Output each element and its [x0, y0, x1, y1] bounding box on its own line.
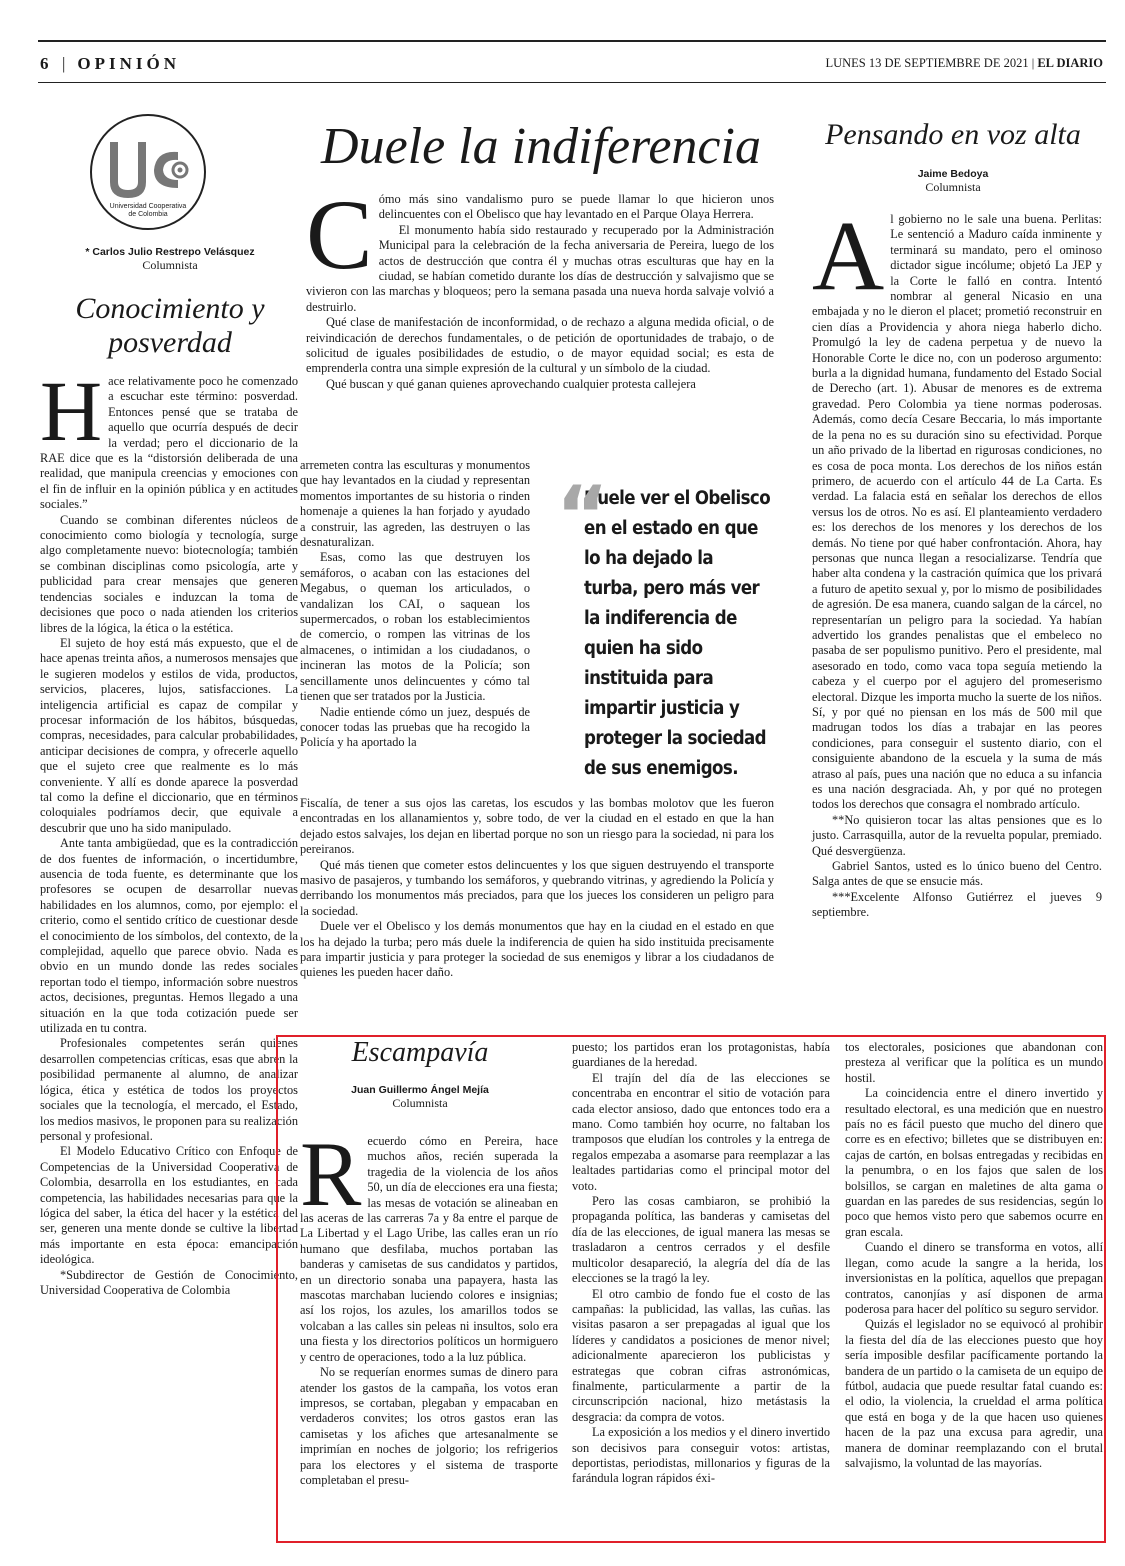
center-article-body-bottom — [300, 796, 774, 981]
left-author-role: Columnista — [142, 258, 198, 272]
left-paragraph: El Modelo Educativo Crítico con Enfoque de Competencias de la Universidad Cooperativa de Colombia, desarrolla en los estudiantes, en cada competencia, las habilidades necesarias para que la lógica del saber, la ética del hacer y la estética del ser, generen una mente donde se cultive la libertad más importante en esta época: emancipación ideológica. — [40, 1144, 298, 1267]
right-paragraph: Gabriel Santos, usted es lo único bueno del Centro. Salga antes de que se ensucie más. — [812, 859, 1102, 889]
university-logo-icon — [88, 112, 208, 232]
section-label: OPINIÓN — [77, 54, 181, 73]
right-paragraph: ***Excelente Alfonso Gutiérrez el jueves 9 septiembre. — [812, 889, 1102, 920]
box-paragraph: La exposición a los medios y el dinero invertido son decisivos para conseguir votos: artistas, deportistas, periodistas, millonarios y figuras de la farándula logran rápidos éxi- — [572, 1425, 830, 1486]
left-paragraph: Profesionales competentes serán quienes desarrollen competencias críticas, esas que abren la posibilidad permanente al alumno, de analizar lógica, ética y estética de todos los proyectos sociales que la tecnología, el mercado, el Estado, los medios masivos, le proponen para su realización personal y profesional. — [40, 1036, 298, 1143]
left-article-body — [40, 363, 298, 1298]
box-paragraph: El otro cambio de fondo fue el costo de las campañas: la publicidad, las vallas, las cuñas. las visitas pasaron a ser prepagadas al igual que los líderes y candidatos a posiciones de menor nivel; adicionalmente aparecieron los publicistas y estrategas que cobran cifras astronómicas, finalmente, particularmente a partir de la circunscripción nacional, hizo metástasis la desgracia: da compra de votos. — [572, 1286, 830, 1424]
logo-line2: de Colombia — [128, 211, 168, 218]
center-paragraph: Qué más tienen que cometer estos delincuentes y los que siguen destruyendo el transporte masivo de pasajeros, y tumbando los semáforos, y quebrando vitrinas, y agrediendo la Policía y derribando los monumentos más preciados, para que los jueces los consideren un peligro para la sociedad. — [300, 857, 774, 918]
right-byline — [800, 168, 1106, 195]
right-paragraph: l gobierno no le sale una buena. Perlitas: Le sentenció a Maduro caída inminente y terminará su mandato, pero el ominoso dictador sigue incólume; objetó La JEP y la Corte le falló en contra. Intentó nombrar al general Nicasio en una embajada y no le dieron el placet; prometió reconstruir en cien días a Providencia y ahora niega haberlo dicho. Promulgó la ley de cadena perpetua y de nuevo la Honorable Corte le dice no, con un poderoso argumento: burla a la dignidad humana, fundamento del Estado Social de Derecho (art. 1). Abusar de menores es de extrema gravedad. Pero Colombia ya tiene normas poderosas. Además, como decía Cesare Beccaria, lo más importante de la pena no es su duración sino su efectividad. Porque un año privado de la libertad en rigurosas condiciones, no es cosa de poca monta. Los derechos de los niños están primero, de acuerdo con el artículo 44 de La Carta. Es verdad. La falacia está en señalar los derechos de ellos versus los de otros. No es así. El planteamiento verdadero es: los derechos de los menores y los derechos de los demás. No tiene por qué haber confrontación. Ahora, hay personas que nunca llegan a resocializarse. Tendría que haber alta condena y la castración química que los privará a futuro de apetito sexual y, por lo mismo de posibilidades de agresión. De esa manera, cuando salgan de la cárcel, no representarían un peligro para la sociedad. Ya habían advertido los grandes penalistas que el embeleco no pasaba de ser populismo punitivo. Pero el presidente, mal asesorado en todo, como vaca topa seguía metiendo la cabeza y el cuerpo por el agujero del promeserismo electoral. Dizque les importa mucho la suerte de los niños. Sí, y por qué no piensan en los más de 500 mil que madrugan todos los días a trabajar en las peores condiciones, para conseguir el sustento diario, con el consiguiente abandono de la escuela y la suma de más atraso al país, pues una nación que no educa a su infancia es una nación desgraciada. Ah, y por qué no protegen todos los derechos que consagra el nombrado artículo. — [812, 212, 1102, 812]
box-column-3 — [845, 1040, 1103, 1471]
right-dropcap: A — [812, 200, 885, 311]
center-article-body-narrow — [300, 458, 530, 751]
center-paragraph: Duele ver el Obelisco y los demás monumentos que hay en la ciudad en el estado en que los ha dejado la turba; pero más duele la indiferencia de quien ha sido instituida precisamente para impartir justicia y para proteger la sociedad de sus enemigos y librar a los ciudadanos de quienes les pueden hacer daño. — [300, 919, 774, 980]
header-bottom-rule — [38, 82, 1106, 83]
pull-quote-text: Duele ver el Obelisco en el estado en que lo ha dejado la turba, pero más ver la indiferencia de quien ha sido instituida para impartir justicia y proteger la sociedad de sus enemigos. — [584, 488, 771, 779]
center-article-body-top — [306, 179, 774, 392]
center-article-title: Duele la indiferencia — [321, 118, 761, 175]
center-paragraph: Nadie entiende cómo un juez, después de conocer todas las pruebas que ha recogido la Policía y ha aportado la — [300, 704, 530, 750]
right-author-role: Columnista — [925, 180, 981, 194]
header-top-rule — [38, 40, 1106, 42]
section-name: | OPINIÓN — [62, 54, 181, 73]
box-article-title: Escampavía — [351, 1037, 489, 1068]
box-column-2 — [572, 1040, 830, 1487]
box-author: Juan Guillermo Ángel Mejía — [351, 1084, 489, 1096]
box-column-1 — [300, 1123, 558, 1488]
quote-mark-icon: “ — [556, 469, 609, 562]
center-paragraph: Qué buscan y qué ganan quienes aprovechando cualquier protesta callejera — [326, 376, 696, 391]
pull-quote — [556, 469, 772, 784]
left-article-title: Conocimiento y posverdad — [75, 292, 265, 359]
box-dropcap: R — [300, 1123, 362, 1225]
center-paragraph: Fiscalía, de tener a sus ojos las caretas, los escudos y las bombas molotov que les fueron encontradas en los allanamientos y, sobre todo, de ver la ciudad en el estado en que la han dejado estos salvajes, los dejan en libertad porque no son un riesgo para la sociedad, ni para los pereiranos. — [300, 796, 774, 857]
right-article-title: Pensando en voz alta — [825, 118, 1081, 151]
box-author-role: Columnista — [392, 1096, 448, 1110]
box-paragraph: ecuerdo cómo en Pereira, hace muchos años, recién superada la tragedia de la violencia de los años 50, un día de elecciones era una fiesta; las mesas de votación se alineaban en las aceras de las carreras 7a y 8a entre el parque de La Libertad y el Lago Uribe, las calles eran un río humano que desfilaba, muchos portaban las banderas y camisetas de sus candidatos y partidos, en un directorio sonaba una papayera, hasta las mascotas marchaban luciendo colores e insignias; así los rojos, los azules, los amarillos todos se volcaban a las calles sin peleas ni insultos, solo era una fiesta y los directorios políticos un hormiguero y centro de operaciones, todo a la luz pública. — [300, 1134, 558, 1364]
university-logo — [88, 112, 208, 232]
right-author: Jaime Bedoya — [917, 168, 989, 180]
right-paragraph: **No quisieron tocar las altas pensiones que es lo justo. Carrasquilla, autor de la revuelta popular, premiado. Qué desvergüenza. — [812, 812, 1102, 858]
center-paragraph: ómo más sino vandalismo puro se puede llamar lo que hicieron unos delincuentes con el Obelisco que hay levantado en el Parque Olaya Herrera. — [378, 192, 774, 222]
left-byline — [40, 246, 300, 273]
left-paragraph: ace relativamente poco he comenzado a escuchar este término: posverdad. Entonces pensé que se trataba de aquello que ocurría después de decir la verdad; pero el diccionario de la RAE dice que es la “distorsión deliberada de una realidad, que manipula creencias y emociones con el fin de influir en la opinión pública y en actitudes sociales.” — [40, 374, 298, 512]
box-paragraph: puesto; los partidos eran los protagonistas, había guardianes de la heredad. — [572, 1040, 830, 1070]
box-paragraph: No se requerían enormes sumas de dinero para atender los gastos de la campaña, los votos eran impresos, se cortaban, plegaban y empacaban en verdaderos convites; los otros gastos eran las camisetas y los afiches que artesanalmente se imprimían en noches de jolgorio; los refrigerios para los electores y el sistema de trasporte completaban el presu- — [300, 1365, 558, 1487]
logo-line1: Universidad Cooperativa — [109, 203, 187, 210]
left-author: * Carlos Julio Restrepo Velásquez — [85, 246, 255, 258]
center-paragraph: arremeten contra las esculturas y monumentos que hay levantados en la ciudad y representan momentos importantes de su historia o rinden homenaje a quienes la han forjado y ayudado a construir, las agreden, las destruyen o las desnaturalizan. — [300, 458, 530, 550]
box-paragraph: Cuando el dinero se transforma en votos, allí llegan, como acude la sangre a la herida, los inversionistas en la política, aquellos que prepagan contratos, canonjías y así disponen de arma poderosa para hacer del político su seguro servidor. — [845, 1240, 1103, 1316]
paper-name: EL DIARIO — [1037, 56, 1103, 70]
box-byline — [300, 1084, 540, 1111]
box-paragraph: Pero las cosas cambiaron, se prohibió la propaganda política, las banderas y camisetas del día de las elecciones, de igual manera las mesas se trasladaron a centros cerrados y el desfile multicolor desapareció, la alegría del día de las elecciones se la tragó la ley. — [572, 1194, 830, 1286]
left-footnote: *Subdirector de Gestión de Conocimiento, Universidad Cooperativa de Colombia — [40, 1267, 298, 1297]
box-paragraph: La coincidencia entre el dinero invertido y resultado electoral, es una medición que en nuestro país no es fácil puesto que mucho del dinero que corre es en efectivo; billetes que se distribuyen en: cajas de cartón, en bolsas entregadas y recibidas en la penumbra, o en los fajos que salen de los bolsillos, se cargan en maletines de alta gama o guardan en las paredes de sus residencias, según lo poco que hemos visto pero que sabemos ocurre en gran escala. — [845, 1086, 1103, 1239]
center-dropcap: C — [306, 179, 373, 290]
dateline: LUNES 13 DE SEPTIEMBRE DE 2021 | EL DIARIO — [825, 56, 1103, 70]
right-article-body — [812, 200, 1102, 921]
box-paragraph: El trajín del día de las elecciones se concentraba en encontrar el sitio de votación para cada elector ansioso, dado que entonces todo era a mano. Como también hoy ocurre, no faltaban los tramposos que eludían los controles y la entrega de regalos empezaba a asomarse para reemplazar a las lealtades partidarias como el principal motor del voto. — [572, 1070, 830, 1193]
left-dropcap: H — [40, 363, 103, 459]
date-text: LUNES 13 DE SEPTIEMBRE DE 2021 — [825, 56, 1029, 70]
left-paragraph: Ante tanta ambigüedad, que es la contradicción de dos fuentes de información, o incertidumbre, ausencia de toda fuente, es determinante que los profesores se ocupen de desarrollar nuevas habilidades en los alumnos, como, por ejemplo: el criterio, como el sentido crítico de cuestionar desde el conocimiento de los símbolos, del contexto, de la complejidad, aquello que parece obvio. Nada es obvio en un mundo donde las redes sociales reportan todo el tiempo, información sobre nuestros actos, decisiones, preguntas. Hemos llegado a una situación en la que toda cotización puede ser utilizada en tu contra. — [40, 836, 298, 1036]
left-paragraph: Cuando se combinan diferentes núcleos de conocimiento como biología y tecnología, surge algo completamente nuevo: biotecnología; también se combinan disciplinas como psicología, arte y publicidad para crear mensajes que generen tendencias sociales e induzcan la toma de decisiones que poco o nada atienden los criterios libres de la lógica, la ética o la estética. — [40, 512, 298, 635]
center-paragraph: El monumento había sido restaurado y recuperado por la Administración Municipal para la celebración de la fecha aniversaria de Pereira, luego de los actos de destrucción que contra él y muchas otras esculturas que hay en la ciudad, se habían cometido durante los días de destrucción y salvajismo que se vivieron con las marchas y bloqueos; pero la semana pasada una nueva horda salvaje volvió a destruirlo. — [306, 222, 774, 314]
box-paragraph: Quizás el legislador no se equivocó al prohibir la fiesta del día de las elecciones puesto que hoy sería imposible desfilar pacíficamente portando la bandera de un partido o la camiseta de un equipo de fútbol, audacia que puede resultar fatal cuando es: el odio, la violencia, la crueldad el arma política que está en boga y de la que hacen uso quienes hacen de la paz una excusa para agredir, una manera de dominar reemplazando con el brutal salvajismo, la voluntad de las mayorías. — [845, 1317, 1103, 1470]
page-number: 6 — [40, 54, 50, 73]
left-paragraph: El sujeto de hoy está más expuesto, que el de hace apenas treinta años, a numerosos mensajes que le sugieren modelos y estilos de vida, productos, servicios, placeres, lujos, satisfacciones. La inteligencia artificial es capaz de compilar y procesar información de los hábitos, búsquedas, compras, necesidades, para calcular probabilidades, anticipar decisiones de compra, y ofrecerle aquello que el sujeto cree que realmente es lo más conveniente. Y allí es donde aparece la posverdad tal como la define el diccionario, que en términos coloquiales podríamos decir, que equivale a descubrir que uno ha sido manipulado. — [40, 635, 298, 835]
center-paragraph: Qué clase de manifestación de inconformidad, o de rechazo a alguna medida oficial, o de reivindicación de derechos fundamentales, o de petición de oportunidades de trabajo, o de solicitud de iguales posibilidades de estudio, o de mayor equidad social; es esta de emprenderla contra una simple expresión de la cultural y un símbolo de la ciudad. — [306, 315, 774, 376]
center-paragraph: Esas, como las que destruyen los semáforos, o acaban con las estaciones del Megabus, o queman los articulados, o vandalizan los CAI, o saquean los supermercados, o roban los establecimientos de comercio, o rompen las vitrinas de los almacenes, o intimidan a los ciudadanos, o incineran las motos de la Policía; son sencillamente unos delincuentes y cómo tal tienen que ser tratados por la Justicia. — [300, 550, 530, 704]
box-paragraph: tos electorales, posiciones que abandonan con presteza al verificar que la política es un mundo hostil. — [845, 1040, 1103, 1085]
